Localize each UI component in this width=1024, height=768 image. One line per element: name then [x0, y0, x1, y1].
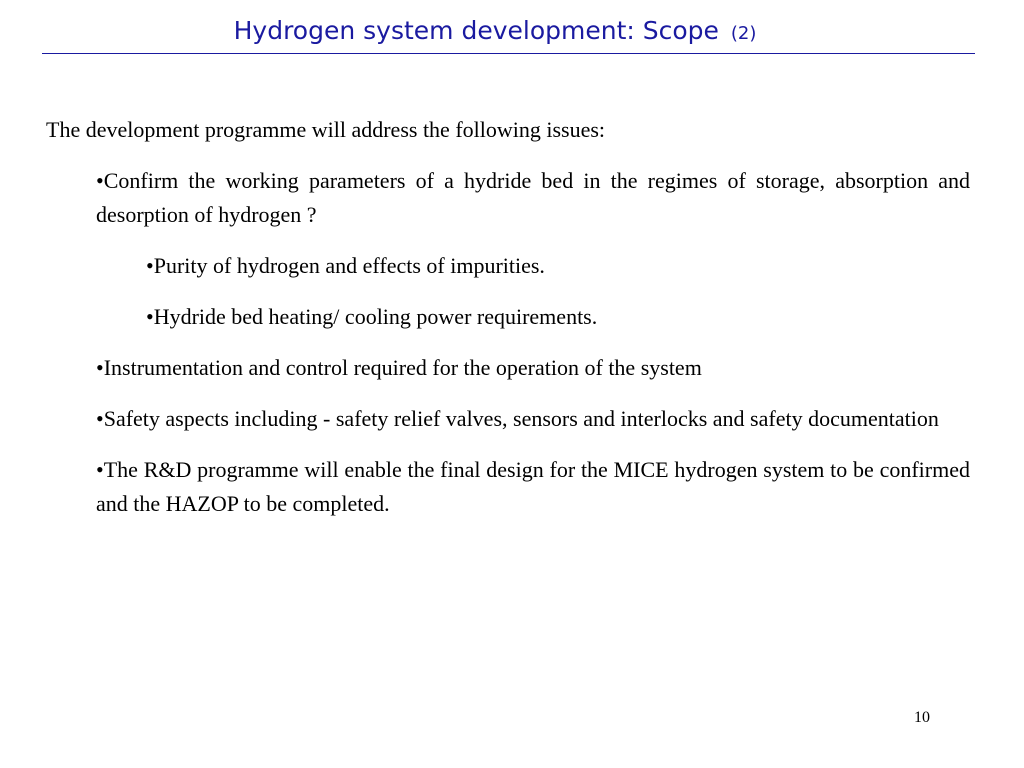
bullet-item: •Safety aspects including - safety relief valves, sensors and interlocks and safety documentation: [96, 406, 939, 431]
slide-title-suffix: (2): [730, 23, 757, 44]
title-divider: [42, 53, 975, 54]
slide-title: [0, 16, 990, 45]
page-number: 10: [914, 709, 930, 726]
intro-text: The development programme will address the following issues:: [46, 117, 606, 142]
sub-bullet-item: •Purity of hydrogen and effects of impurities.: [146, 253, 545, 278]
sub-bullet-item: •Hydride bed heating/ cooling power requirements.: [146, 304, 598, 329]
bullet-item: •The R&D programme will enable the final design for the MICE hydrogen system to be confirmed and the HAZOP to be completed.: [96, 457, 970, 516]
slide-body: [46, 113, 970, 538]
slide-title-text: Hydrogen system development: Scope: [233, 16, 719, 45]
bullet-item: •Instrumentation and control required for the operation of the system: [96, 355, 702, 380]
bullet-item: •Confirm the working parameters of a hydride bed in the regimes of storage, absorption and desorption of hydrogen ?: [96, 168, 970, 227]
